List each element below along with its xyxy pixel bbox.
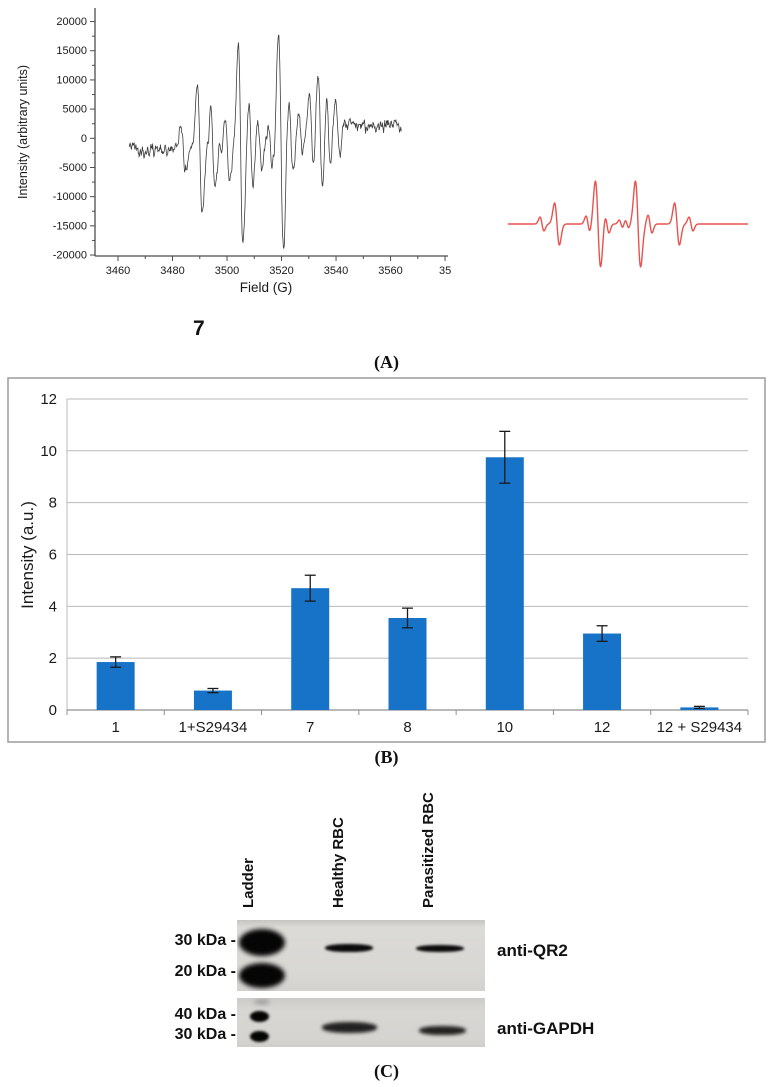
ladder-smudge: [254, 999, 270, 1005]
category-label: 7: [306, 719, 315, 736]
lane-label-parasitized-rbc: Parasitized RBC: [420, 792, 437, 908]
y-tick-label: 0: [48, 702, 57, 719]
category-label: 8: [403, 719, 412, 736]
panel-a-label: (A): [374, 352, 399, 372]
marker-30kda-bottom: 30 kDa -: [174, 1026, 236, 1043]
bar: [486, 457, 524, 710]
compound-number-label: 7: [193, 317, 205, 340]
y-tick-label: 15000: [56, 45, 87, 58]
y-tick-label: -15000: [52, 220, 87, 233]
y-tick-label: 2: [48, 650, 57, 668]
epr-plot: [0, 0, 773, 310]
y-tick-label: 12: [40, 390, 57, 408]
antibody-label-qr2: anti-QR2: [497, 941, 568, 960]
category-label: 1+S29434: [178, 719, 248, 736]
marker-30kda-top: 30 kDa -: [174, 932, 236, 949]
panel-b-label: (B): [374, 747, 399, 767]
y-tick-label: 6: [48, 546, 57, 564]
y-tick-label: 5000: [62, 103, 87, 116]
category-label: 12 + S29434: [656, 719, 743, 736]
y-tick-label: 4: [48, 598, 57, 616]
bar: [389, 618, 427, 710]
x-axis-title: Field (G): [239, 280, 293, 295]
x-tick-label: 3520: [269, 265, 294, 277]
ladder-dot-30kda: [250, 1031, 269, 1042]
x-tick-label: 3460: [105, 265, 131, 277]
y-tick-label: 0: [80, 132, 87, 145]
epr-trace: [129, 35, 401, 248]
ladder-blob-20kda: [239, 963, 285, 988]
x-tick-label: 3480: [160, 265, 185, 277]
y-axis-title: Intensity (arbitrary units): [16, 64, 30, 200]
panel-c-label: (C): [374, 1061, 399, 1081]
bar: [97, 662, 135, 710]
y-tick-label: 10000: [56, 74, 87, 87]
y-tick-label: 8: [48, 494, 57, 512]
band-gapdh-parasitized: [419, 1026, 466, 1035]
bar-chart: [0, 375, 773, 775]
lane-label-healthy-rbc: Healthy RBC: [330, 817, 347, 908]
blot-strip-qr2: [237, 920, 485, 991]
ladder-dot-40kda: [250, 1011, 269, 1022]
category-label: 1: [111, 719, 120, 736]
band-qr2-parasitized: [416, 945, 464, 952]
blot-strip-gapdh: [237, 998, 485, 1047]
y-tick-label: -5000: [58, 161, 87, 174]
antibody-label-gapdh: anti-GAPDH: [497, 1019, 595, 1038]
x-tick-label: 3540: [323, 265, 349, 277]
lane-label-ladder: Ladder: [240, 857, 257, 908]
x-tick-label: 3500: [214, 265, 240, 277]
marker-20kda: 20 kDa -: [174, 963, 236, 980]
y-tick-label: -20000: [52, 249, 87, 262]
y-tick-label: 20000: [56, 16, 87, 29]
band-qr2-healthy: [325, 944, 373, 952]
category-label: 12: [593, 719, 611, 736]
y-tick-label: -10000: [52, 191, 87, 204]
band-gapdh-healthy: [322, 1022, 377, 1033]
marker-40kda: 40 kDa -: [174, 1006, 236, 1023]
x-tick-label-clipped: 35: [439, 265, 452, 277]
simulated-epr-trace: [508, 181, 748, 267]
y-tick-label: 10: [40, 442, 57, 460]
bar: [291, 588, 329, 710]
y-axis-title: Intensity (a.u.): [18, 501, 37, 609]
x-tick-label: 3560: [378, 265, 403, 277]
bar: [583, 634, 621, 710]
ladder-blob-30kda: [239, 929, 285, 956]
category-label: 10: [496, 719, 514, 736]
bar: [194, 691, 232, 710]
